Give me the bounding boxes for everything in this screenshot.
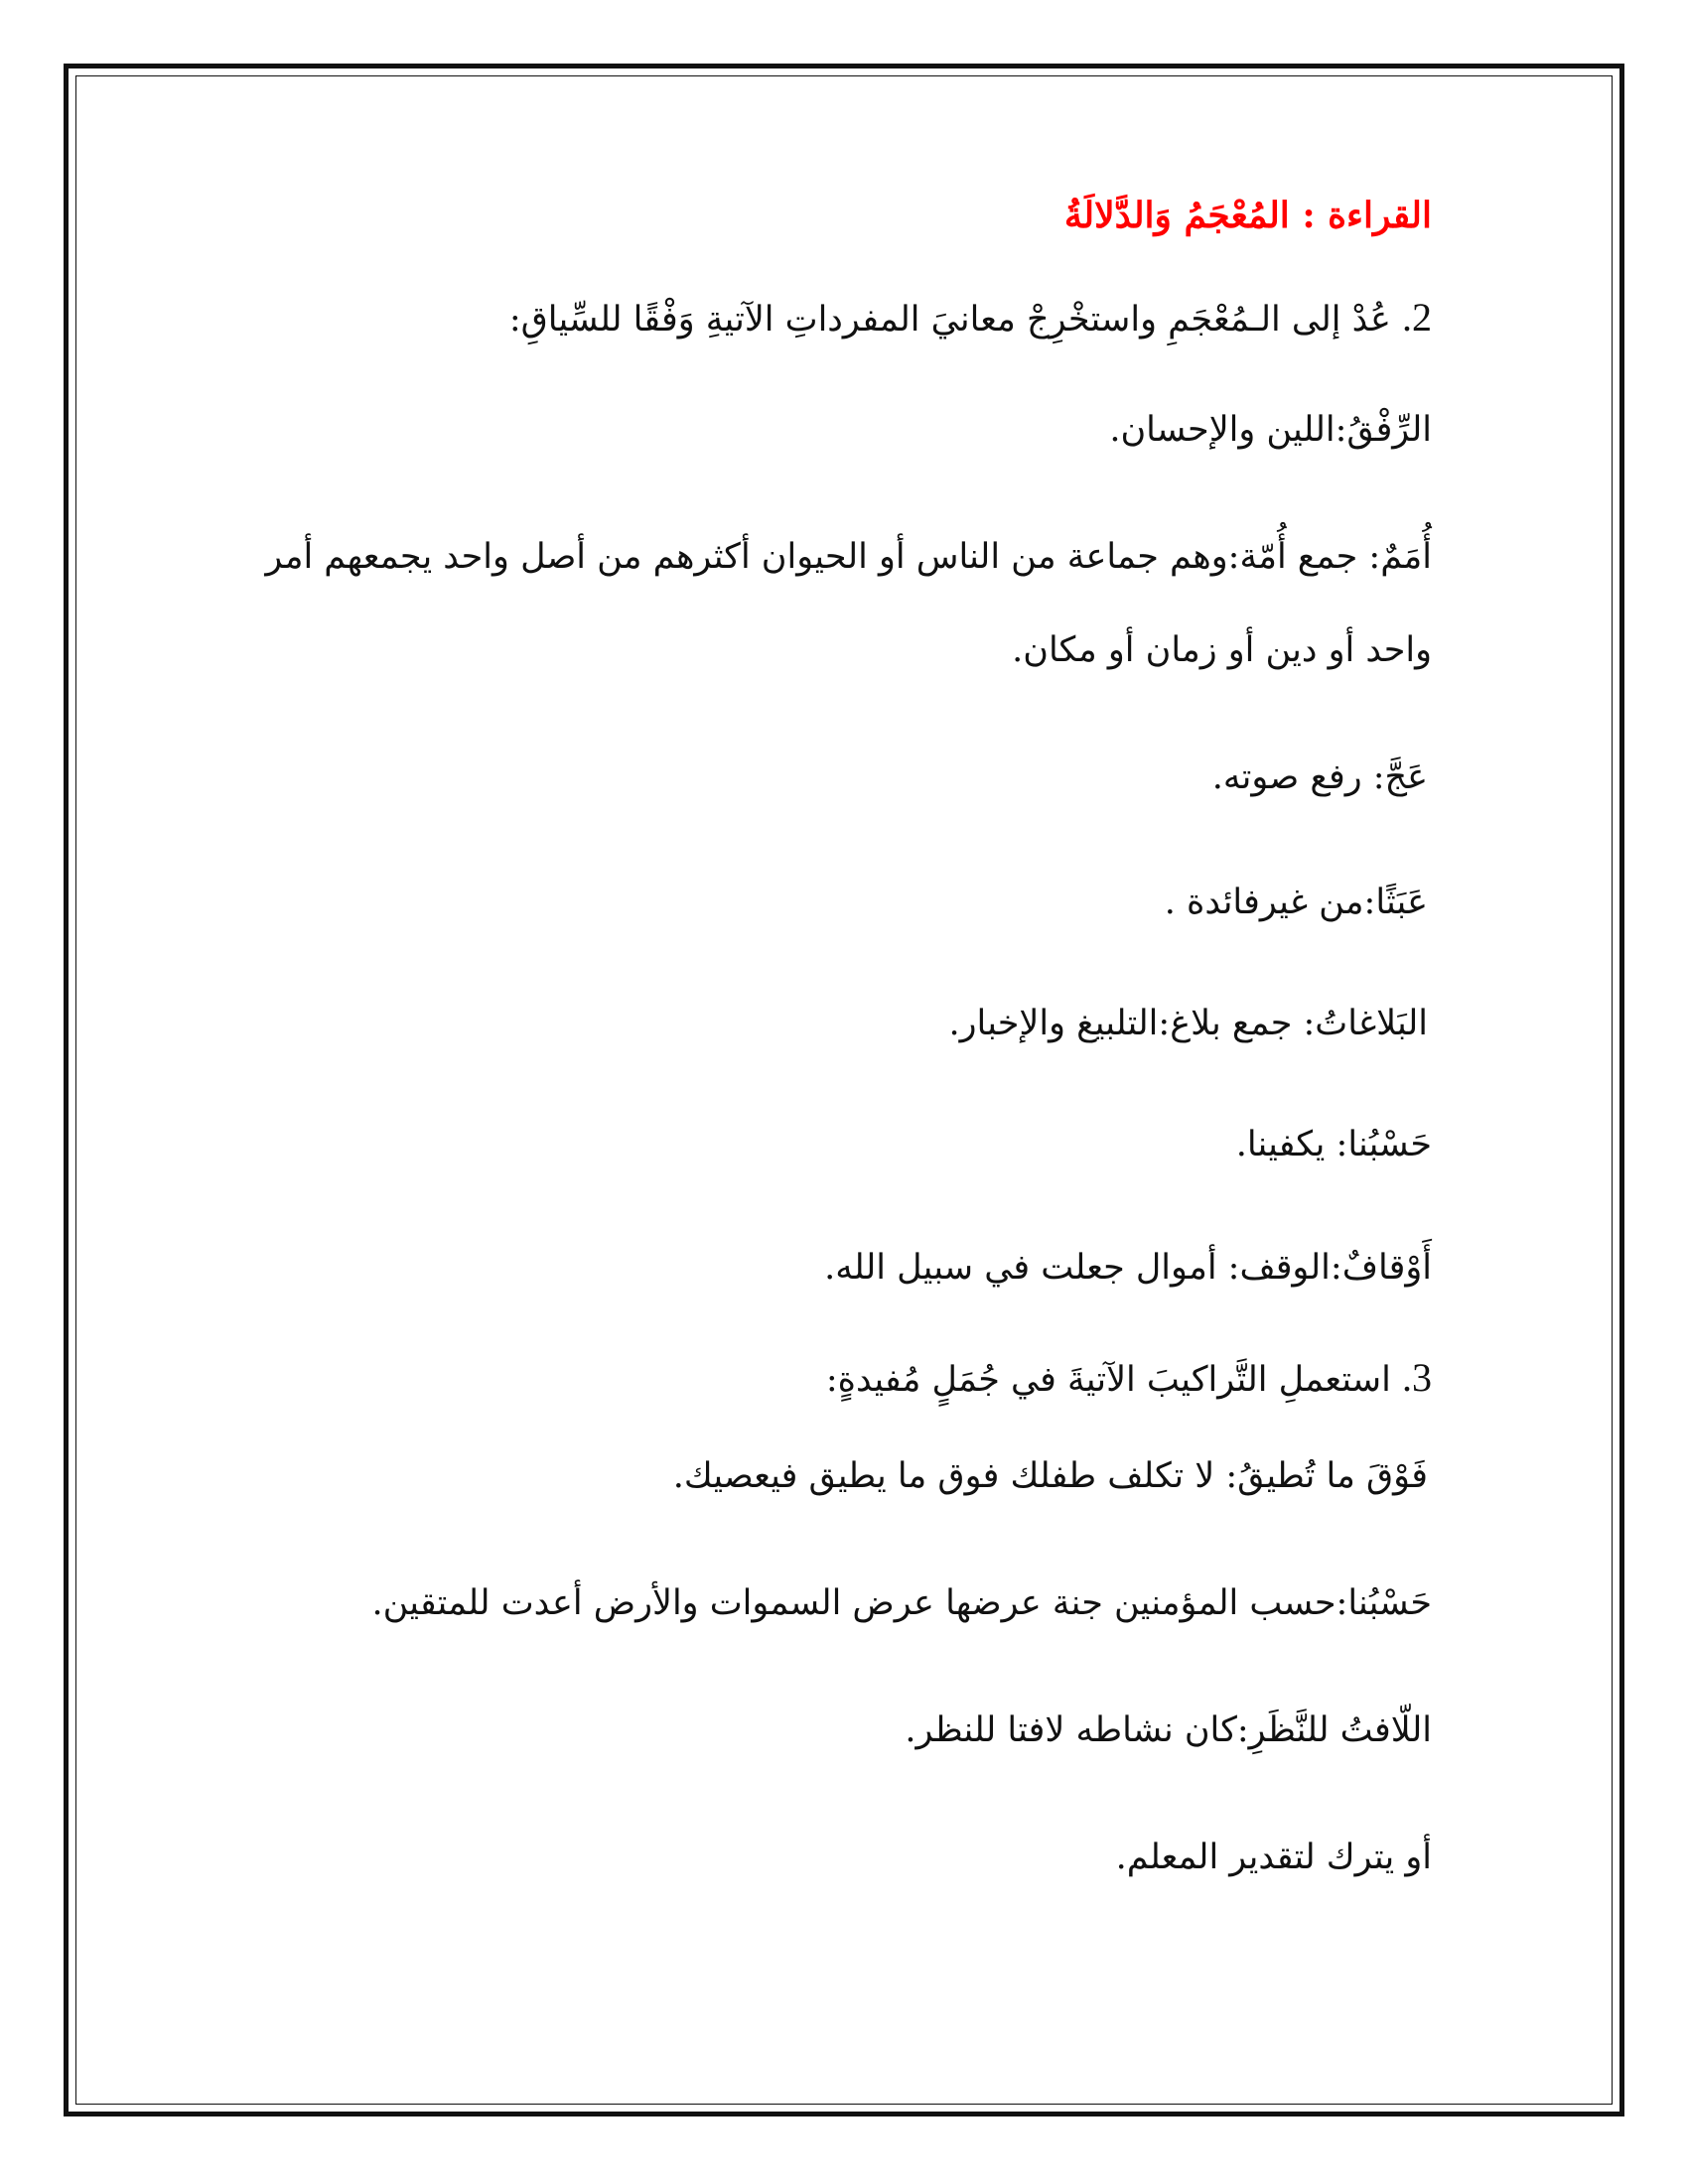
definition-abathan: عَبَثًا:من غيرفائدة . (1164, 883, 1428, 922)
definition-umam-line2: واحد أو دين أو زمان أو مكان. (1012, 630, 1432, 670)
definition-rifq: الرِّفْقُ:اللين والإحسان. (1109, 410, 1432, 450)
definition-umam-line1: أُمَمٌ: جمع أُمّة:وهم جماعة من الناس أو الحيوان أكثرهم من أصل واحد يجمعهم أمر (265, 537, 1432, 577)
section-heading: القراءة : المُعْجَمُ وَالدَّلالَةُ (1063, 195, 1432, 236)
question-2 (509, 294, 1432, 341)
page-border-inner (75, 75, 1613, 2105)
definition-balaghat: البَلاغاتُ: جمع بلاغ:التلبيغ والإخبار. (948, 1004, 1428, 1043)
sentence-allafitu-lilnazar: اللّافتُ للنَّظَرِ:كان نشاطه لافتا للنظر. (905, 1710, 1432, 1750)
sentence-hasbuna: حَسْبُنا:حسب المؤمنين جنة عرضها عرض السموات والأرض أعدت للمتقين. (371, 1583, 1432, 1623)
question-2-instruction: عُدْ إلى الـمُعْجَمِ واستخْرِجْ معانيَ المفرداتِ الآتيةِ وَفْقًا للسِّياقِ: (508, 300, 1391, 340)
question-3-number: 3. (1402, 1355, 1432, 1400)
definition-hasbuna: حَسْبُنا: يكفينا. (1235, 1125, 1432, 1164)
definition-ajja: عَجَّ: رفع صوته. (1211, 757, 1428, 797)
question-3-instruction: استعملِ التَّراكيبَ الآتيةَ في جُمَلٍ مُفيدةٍ: (825, 1360, 1391, 1400)
question-3 (826, 1354, 1432, 1402)
question-2-number: 2. (1402, 295, 1432, 340)
definition-awqaf: أَوْقافٌ:الوقف: أموال جعلت في سبيل الله. (824, 1248, 1432, 1288)
sentence-fawqa-ma-tutiq: فَوْقَ ما تُطيقُ: لا تكلف طفلك فوق ما يطيق فيعصيك. (672, 1456, 1428, 1496)
teacher-note: أو يترك لتقدير المعلم. (1115, 1838, 1432, 1877)
